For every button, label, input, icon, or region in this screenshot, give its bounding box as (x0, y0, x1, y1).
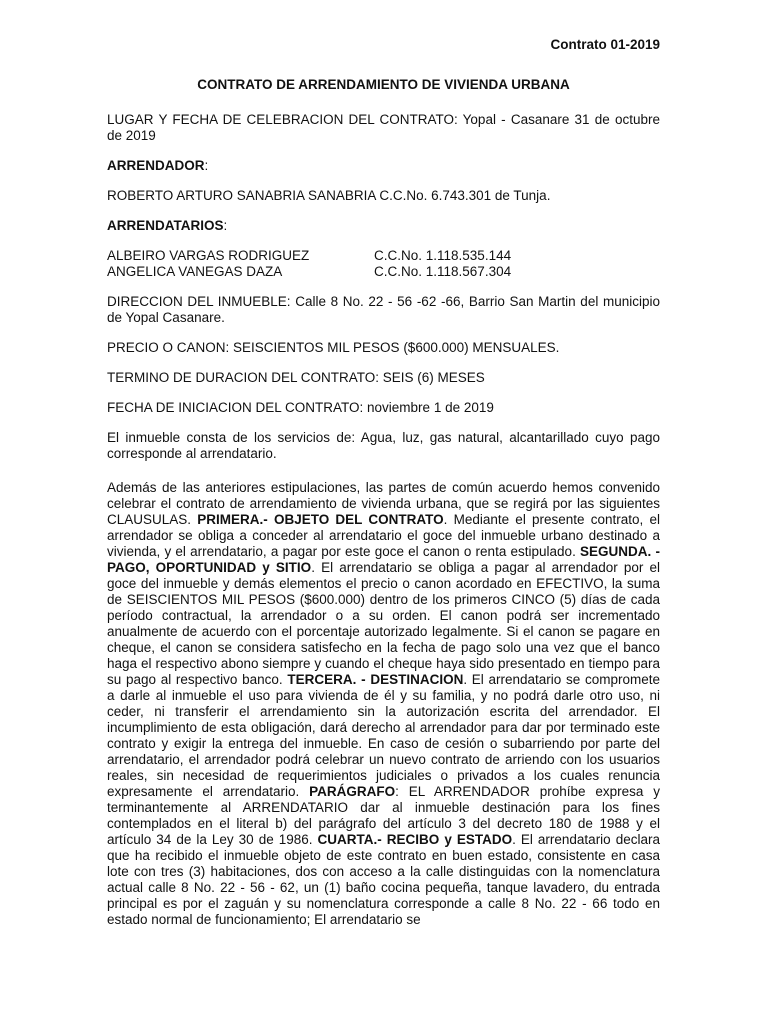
clauses-intro: Además de las anteriores estipulaciones, las partes de común acuerdo hemos convenido celebrar el contrato de arrendamiento de vivienda urbana, que se regirá por las siguientes CLAUSULAS. (107, 480, 660, 527)
clauses-body (107, 480, 660, 928)
tenant-id: C.C.No. 1.118.567.304 (374, 264, 512, 279)
document-page (107, 36, 660, 928)
clause-third-heading: TERCERA. - DESTINACION (287, 672, 464, 687)
tenants-list (107, 248, 660, 280)
clause-fourth-heading: CUARTA.- RECIBO y ESTADO (317, 832, 513, 847)
paragraph-text: : EL ARRENDADOR prohíbe expresa y terminantemente al ARRENDATARIO dar al inmueble destinación para los fines contemplados en el literal b) del parágrafo del artículo 3 del decreto 180 de 1988 y el artículo 34 de la Ley 30 de 1986. (107, 784, 660, 847)
clause-first-text: . Mediante el presente contrato, el arrendador se obliga a conceder al arrendatario el goce del inmueble urbano destinado a vivienda, y el arrendatario, a pagar por este goce el canon o renta estipulado. (107, 512, 660, 559)
place-date-line: LUGAR Y FECHA DE CELEBRACION DEL CONTRATO: Yopal - Casanare 31 de octubre de 2019 (107, 112, 660, 143)
clause-first-heading: PRIMERA.- OBJETO DEL CONTRATO (197, 512, 444, 527)
start-date-line: FECHA DE INICIACION DEL CONTRATO: noviembre 1 de 2019 (107, 400, 494, 415)
lessor-colon: : (204, 158, 209, 173)
clause-second-text: . El arrendatario se obliga a pagar al arrendador por el goce del inmueble y demás elementos el precio o canon acordado en EFECTIVO, la suma de SEISCIENTOS MIL PESOS ($600.000) dentro de los primeros CINCO (5) días de cada período contractual, la arrendador o a su orden. El canon podrá ser incrementado anualmente de acuerdo con el porcentaje autorizado legalmente. Si el canon se pagare en cheque, el canon se considera satisfecho en la fecha de pago solo una vez que el banco haga el respectivo abono siempre y cuando el cheque haya sido presentado en tiempo para su pago al respectivo banco. (107, 560, 661, 687)
tenants-heading (107, 218, 660, 234)
price-line: PRECIO O CANON: SEISCIENTOS MIL PESOS ($600.000) MENSUALES. (107, 340, 560, 355)
lessor-heading (107, 158, 660, 174)
contract-number: Contrato 01-2019 (550, 37, 660, 52)
clause-fourth-text: . El arrendatario declara que ha recibido el inmueble objeto de este contrato en buen estado, consistente en casa lote con tres (3) habitaciones, dos con acceso a la calle distinguidas con la nomenclatura actual calle 8 No. 22 - 56 - 62, un (1) baño cocina pequeña, tanque lavadero, du entrada principal es por el zaguán y su nomenclatura corresponde a calle 8 No. 22 - 66 todo en estado normal de funcionamiento; El arrendatario se (107, 832, 660, 927)
tenant-row (107, 264, 660, 280)
tenants-colon: : (223, 218, 228, 233)
lessor-label: ARRENDADOR (107, 158, 205, 173)
tenant-name: ALBEIRO VARGAS RODRIGUEZ (107, 248, 310, 263)
tenants-label: ARRENDATARIOS (107, 218, 224, 233)
lessor-line: ROBERTO ARTURO SANABRIA SANABRIA C.C.No. 6.743.301 de Tunja. (107, 188, 551, 203)
paragraph-heading: PARÁGRAFO (309, 784, 396, 799)
clause-third-text: . El arrendatario se compromete a darle al inmueble el uso para vivienda de él y su familia, y no podrá darle otro uso, ni ceder, ni transferir el arrendamiento sin la autorización escrita del arrendador. El incumplimiento de esta obligación, dará derecho al arrendador para dar por terminado este contrato y exigir la entrega del inmueble. En caso de cesión o subarriendo por parte del arrendatario, el arrendador podrá celebrar un nuevo contrato de arriendo con los usuarios reales, sin necesidad de requerimientos judiciales o privados a los cuales renuncia expresamente el arrendatario. (107, 672, 660, 799)
property-address: DIRECCION DEL INMUEBLE: Calle 8 No. 22 - 56 -62 -66, Barrio San Martin del municipio de Yopal Casanare. (107, 294, 660, 325)
tenant-row (107, 248, 660, 264)
services-line: El inmueble consta de los servicios de: Agua, luz, gas natural, alcantarillado cuyo pago corresponde al arrendatario. (107, 430, 660, 461)
document-title: CONTRATO DE ARRENDAMIENTO DE VIVIENDA URBANA (197, 77, 570, 92)
clause-second-heading: SEGUNDA. - PAGO, OPORTUNIDAD y SITIO (107, 544, 660, 575)
term-line: TERMINO DE DURACION DEL CONTRATO: SEIS (6) MESES (107, 370, 485, 385)
tenant-id: C.C.No. 1.118.535.144 (374, 248, 512, 263)
tenant-name: ANGELICA VANEGAS DAZA (107, 264, 283, 279)
